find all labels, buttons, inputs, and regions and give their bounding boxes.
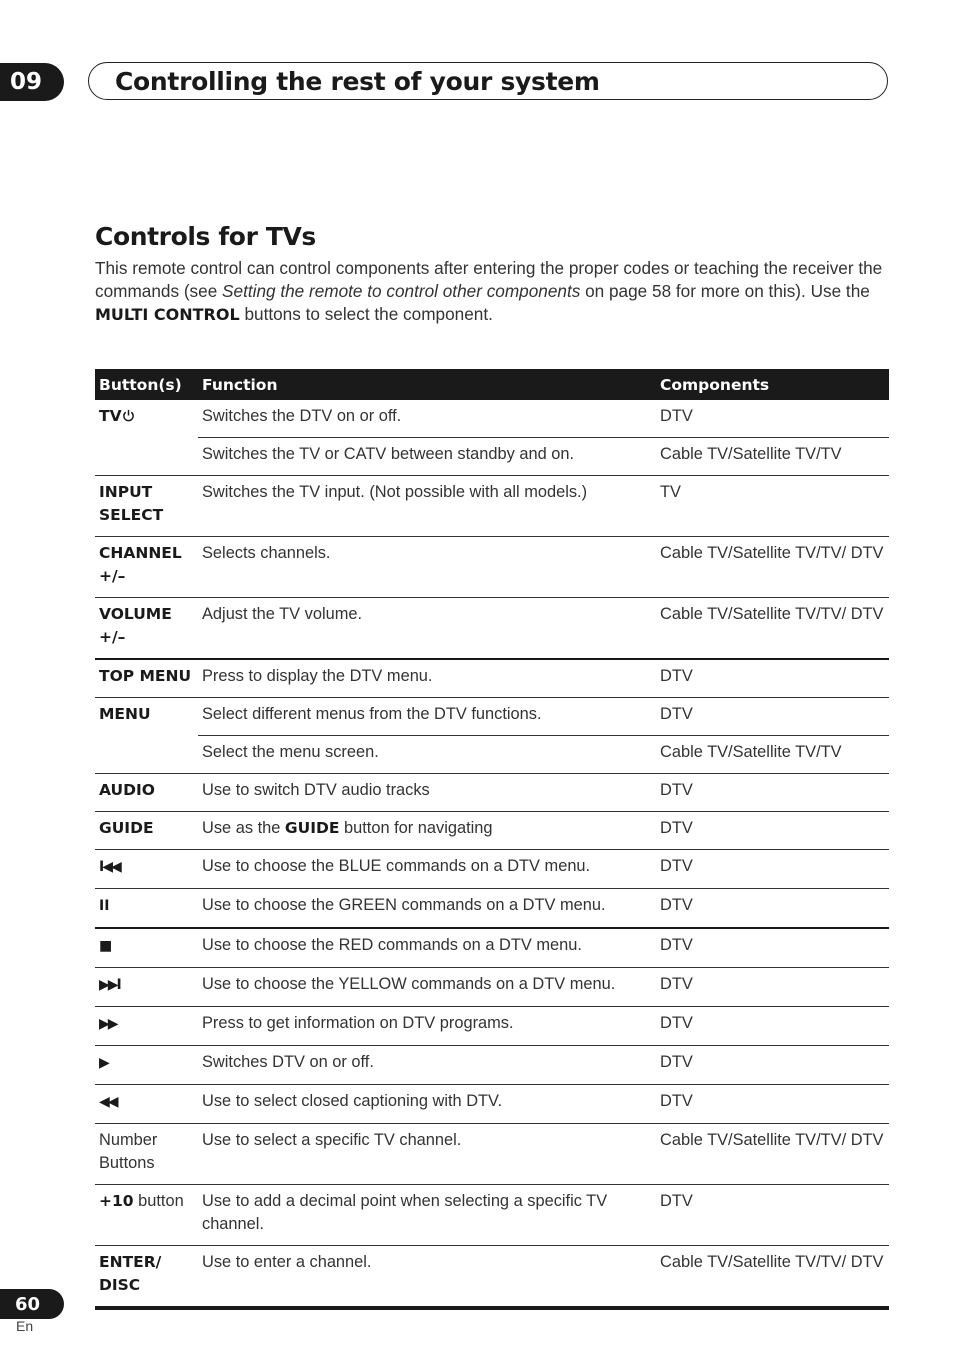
button-cell (95, 850, 198, 889)
table-row (95, 774, 889, 812)
function-text: Use as the (202, 819, 285, 837)
components-cell: Cable TV/Satellite TV/TV (656, 736, 889, 774)
components-cell: DTV (656, 1185, 889, 1246)
plus-ten-label: +10 (99, 1192, 134, 1210)
components-cell: Cable TV/Satellite TV/TV/ DTV (656, 537, 889, 598)
button-cell (95, 400, 198, 438)
stop-icon: ■ (99, 938, 111, 954)
function-cell: Switches the TV input. (Not possible with all models.) (198, 476, 656, 537)
components-cell: DTV (656, 968, 889, 1007)
language-label: En (16, 1318, 34, 1334)
fast-forward-icon: ▶▶ (99, 1016, 117, 1032)
button-cell: Number Buttons (95, 1124, 198, 1185)
table-row (95, 1085, 889, 1124)
page-number: 60 (15, 1293, 41, 1315)
header-buttons: Button(s) (95, 369, 198, 400)
button-cell (95, 928, 198, 968)
table-row (95, 968, 889, 1007)
components-cell: DTV (656, 1007, 889, 1046)
table-row (95, 438, 889, 476)
previous-track-icon: I◀◀ (99, 859, 120, 875)
button-cell (95, 889, 198, 929)
function-cell: Switches the DTV on or off. (202, 407, 402, 425)
table-row (95, 659, 889, 698)
table-row (95, 1046, 889, 1085)
header-function: Function (198, 369, 656, 400)
chapter-number: 09 (10, 69, 43, 95)
guide-key-label: GUIDE (284, 819, 340, 837)
button-cell (95, 1046, 198, 1085)
table-row (95, 928, 889, 968)
pause-icon: II (99, 898, 110, 914)
header-components: Components (656, 369, 889, 400)
components-cell: DTV (660, 407, 693, 425)
function-cell: Press to display the DTV menu. (198, 659, 656, 698)
function-text: button for navigating (339, 819, 493, 837)
button-cell: ENTER/ DISC (95, 1246, 198, 1309)
components-cell: DTV (656, 850, 889, 889)
function-cell: Press to get information on DTV programs. (198, 1007, 656, 1046)
function-cell: Use to choose the YELLOW commands on a DTV menu. (198, 968, 656, 1007)
components-cell: Cable TV/Satellite TV/TV/ DTV (656, 1124, 889, 1185)
button-cell (95, 1085, 198, 1124)
button-cell (95, 1007, 198, 1046)
table-row (95, 812, 889, 850)
intro-cross-reference: Setting the remote to control other components (222, 281, 581, 301)
rewind-icon: ◀◀ (99, 1094, 117, 1110)
table-row (95, 1246, 889, 1309)
intro-paragraph (95, 257, 895, 326)
components-cell: DTV (656, 928, 889, 968)
table-header-row (95, 369, 889, 400)
function-cell: Use to select a specific TV channel. (198, 1124, 656, 1185)
table-row (95, 1124, 889, 1185)
table-row (95, 889, 889, 929)
next-track-icon: ▶▶I (99, 977, 120, 993)
function-cell: Switches DTV on or off. (198, 1046, 656, 1085)
chapter-title-box (88, 62, 888, 100)
function-cell: Use to select closed captioning with DTV. (198, 1085, 656, 1124)
intro-text-3: buttons to select the component. (239, 304, 493, 324)
function-cell: Use to add a decimal point when selecting a specific TV channel. (198, 1185, 656, 1246)
function-cell (198, 812, 656, 850)
intro-text-1: This remote control can control components after entering the proper codes or teaching the receiver the commands (see (95, 258, 883, 301)
button-cell (95, 968, 198, 1007)
function-cell: Use to enter a channel. (198, 1246, 656, 1309)
function-cell: Use to choose the RED commands on a DTV menu. (198, 928, 656, 968)
function-cell: Adjust the TV volume. (198, 598, 656, 660)
chapter-title: Controlling the rest of your system (115, 66, 600, 96)
function-cell: Switches the TV or CATV between standby and on. (198, 438, 656, 476)
components-cell: Cable TV/Satellite TV/TV (656, 438, 889, 476)
components-cell: DTV (656, 812, 889, 850)
table-row (95, 1185, 889, 1246)
table-row (95, 400, 889, 438)
table-row (95, 698, 889, 736)
function-cell: Use to switch DTV audio tracks (198, 774, 656, 812)
components-cell: DTV (656, 1046, 889, 1085)
chapter-number-badge (0, 63, 64, 101)
components-cell: DTV (656, 889, 889, 929)
components-cell: TV (656, 476, 889, 537)
button-cell: MENU (95, 698, 198, 736)
components-cell: DTV (656, 1085, 889, 1124)
button-label: TV (99, 407, 122, 425)
components-cell: DTV (656, 774, 889, 812)
function-cell: Select the menu screen. (198, 736, 656, 774)
intro-text-2: on page 58 for more on this). Use the (580, 281, 870, 301)
table-row (95, 537, 889, 598)
table-row (95, 850, 889, 889)
components-cell: Cable TV/Satellite TV/TV/ DTV (656, 1246, 889, 1309)
function-cell: Use to choose the GREEN commands on a DTV menu. (198, 889, 656, 929)
button-cell: CHANNEL +/– (95, 537, 198, 598)
components-cell: DTV (656, 698, 889, 736)
button-cell: VOLUME +/– (95, 598, 198, 660)
button-cell: AUDIO (95, 774, 198, 812)
intro-multi-control: MULTI CONTROL (95, 305, 240, 324)
button-suffix: button (133, 1192, 184, 1210)
page-number-badge (0, 1289, 64, 1319)
components-cell: DTV (656, 659, 889, 698)
button-cell (95, 736, 198, 774)
button-cell: GUIDE (95, 812, 198, 850)
function-cell: Use to choose the BLUE commands on a DTV menu. (198, 850, 656, 889)
button-cell: TOP MENU (95, 659, 198, 698)
table-row (95, 1007, 889, 1046)
play-icon: ▶ (99, 1055, 108, 1071)
section-heading: Controls for TVs (95, 222, 316, 251)
table-row (95, 736, 889, 774)
table-row (95, 476, 889, 537)
function-cell: Select different menus from the DTV functions. (198, 698, 656, 736)
table-row (95, 598, 889, 660)
power-icon (122, 407, 135, 425)
button-cell (95, 438, 198, 476)
components-cell: Cable TV/Satellite TV/TV/ DTV (656, 598, 889, 660)
button-cell: INPUT SELECT (95, 476, 198, 537)
button-cell (95, 1185, 198, 1246)
function-cell: Selects channels. (198, 537, 656, 598)
tv-controls-table (95, 369, 889, 1310)
